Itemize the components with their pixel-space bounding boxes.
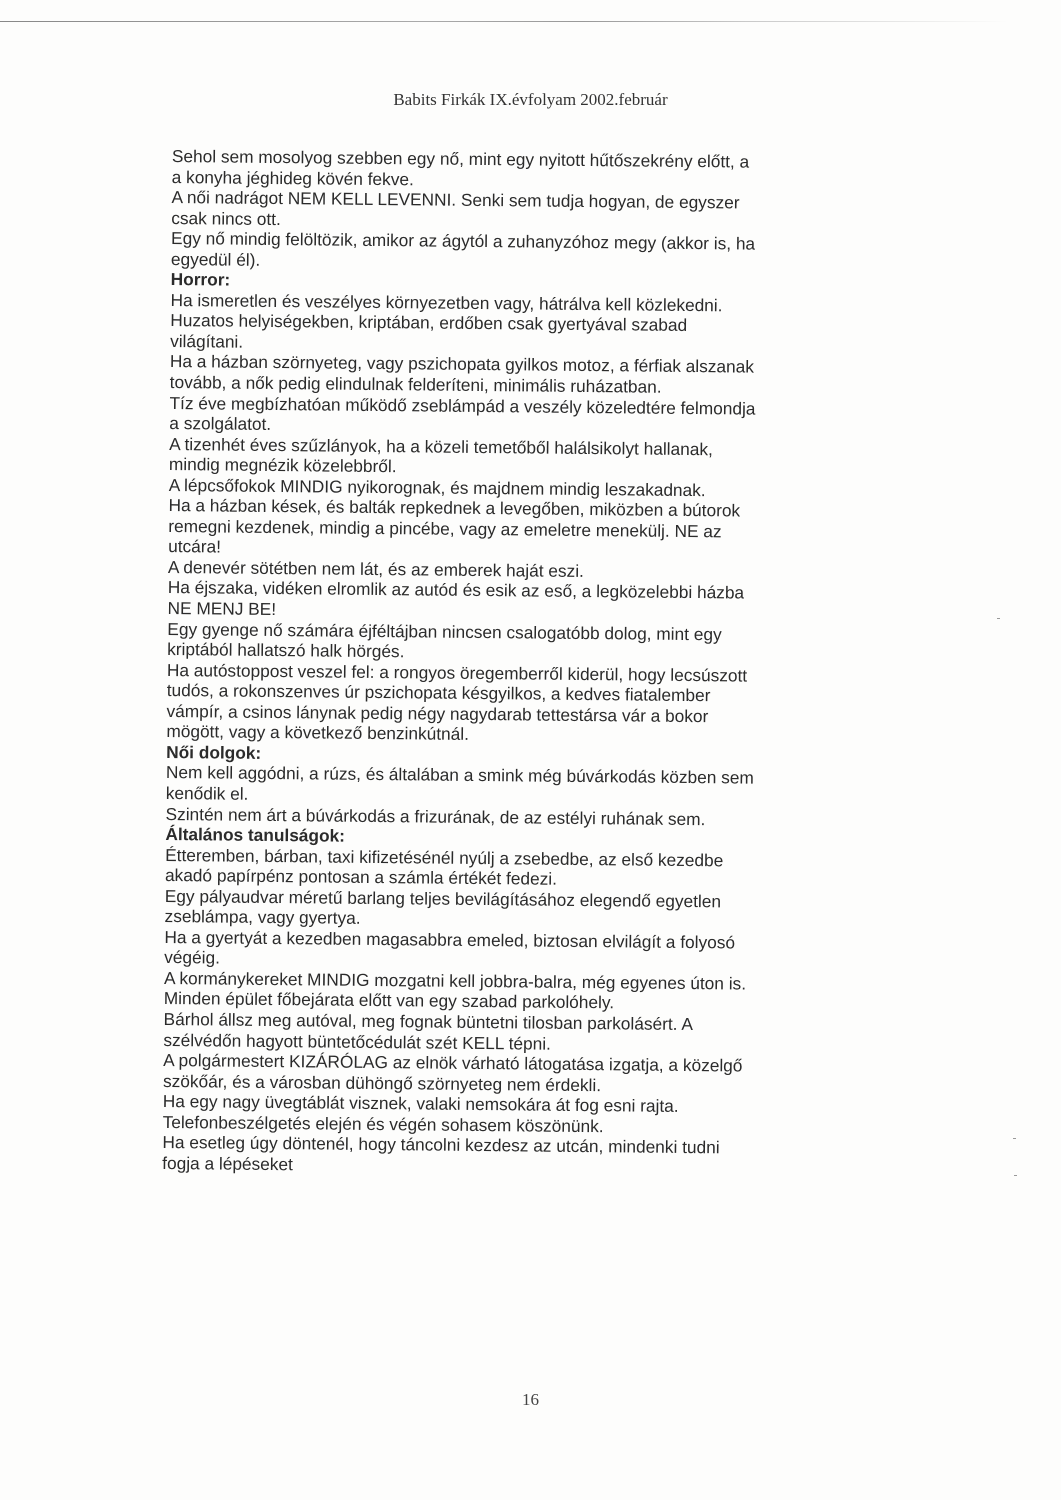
text-line: szélvédőn hagyott büntetőcédulát szét KELL tépni. [163, 1029, 552, 1054]
text-line: remegni kezdenek, mindig a pincébe, vagy az emeletre menekülj. NE az [168, 515, 722, 542]
text-line: szökőár, és a városban dühöngő szörnyeteg nem érdekli. [162, 1070, 602, 1095]
scan-speck [997, 618, 1000, 619]
text-line: A kormánykereket MINDIG mozgatni kell jobbra-balra, még egyenes úton is. [163, 967, 747, 994]
section-heading: Általános tanulságok: [165, 824, 346, 846]
text-line: Minden épület főbejárata előtt van egy szabad parkolóhely. [163, 988, 615, 1013]
text-line: zseblámpa, vagy gyertya. [164, 906, 361, 929]
text-line: Huzatos helyiségekben, kriptában, erdőben csak gyertyával szabad [170, 310, 688, 336]
text-line: tovább, a nők pedig elindulnak felderíteni, minimális ruházatban. [169, 372, 662, 397]
page-header: Babits Firkák IX.évfolyam 2002.február [393, 90, 668, 109]
text-line: NE MENJ BE! [167, 598, 277, 620]
text-line: világítani. [170, 330, 244, 352]
text-line: a konyha jéghideg kövén fekve. [171, 166, 414, 189]
text-line: csak nincs ott. [171, 207, 281, 229]
scan-speck [1014, 1175, 1017, 1176]
text-line: Ha autóstoppost veszel fel: a rongyos öregemberről kiderül, hogy lecsúszott [166, 659, 748, 686]
section-heading: Női dolgok: [166, 741, 262, 763]
page-number: 16 [522, 1390, 539, 1409]
text-line: A női nadrágot NEM KELL LEVENNI. Senki sem tudja hogyan, de egyszer [171, 187, 740, 213]
text-line: Ha esetleg úgy döntenél, hogy táncolni kezdesz az utcán, mindenki tudni [162, 1132, 720, 1158]
text-line: Ha a házban szörnyeteg, vagy pszichopata gyilkos motoz, a férfiak alszanak [169, 351, 755, 378]
text-line: Egy gyenge nő számára éjféltájban nincsen csalogatóbb dolog, mint egy [167, 618, 722, 644]
text-line: végéig. [164, 947, 221, 968]
text-line: Szintén nem árt a búvárkodás a frizurának, de az estélyi ruhának sem. [165, 803, 706, 829]
text-line: Ha a házban kések, és balták repkednek a levegőben, miközben a bútorok [168, 495, 741, 521]
text-line: Egy nő mindig felöltözik, amikor az ágytól a zuhanyzóhoz megy (akkor is, ha [171, 228, 756, 254]
section-heading: Horror: [170, 269, 231, 290]
text-line: Ha a gyertyát a kezedben magasabbra emeled, biztosan elvilágít a folyosó [164, 926, 736, 953]
text-line: Nem kell aggódni, a rúzs, és általában a smink még búvárkodás közben sem [165, 762, 754, 789]
text-line: mindig megnézik közelebbről. [168, 454, 397, 477]
text-line: a szolgálatot. [169, 413, 272, 435]
text-line: A tizenhét éves szűzlányok, ha a közeli temetőből halálsikolyt hallanak, [169, 433, 713, 459]
text-line: Ha éjszaka, vidéken elromlik az autód és esik az eső, a legközelebbi házba [167, 577, 745, 603]
text-line: Tíz éve megbízhatóan működő zseblámpád a veszély közeledtére felmondja [169, 392, 756, 419]
text-line: fogja a lépéseket [162, 1152, 294, 1175]
text-line: egyedül él). [170, 248, 261, 270]
text-line: Ha egy nagy üvegtáblát visznek, valaki nemsokára át fog esni rajta. [162, 1091, 679, 1117]
scan-edge-line [0, 21, 1061, 22]
text-line: Telefonbeszélgetés elején és végén sohasem köszönünk. [162, 1111, 604, 1136]
text-line: tudós, a rokonszenves úr pszichopata késgyilkos, a kedves fiatalember [166, 680, 711, 706]
text-line: Bárhol állsz meg autóval, meg fognak büntetni tilosban parkolásért. A [163, 1008, 694, 1035]
article-body [162, 146, 887, 1180]
text-line: Étteremben, bárban, taxi kifizetésénél nyúlj a zsebedbe, az első kezedbe [165, 844, 724, 870]
text-line: A polgármestert KIZÁRÓLAG az elnök várható látogatása izgatja, a közelgő [163, 1050, 743, 1076]
text-line: vámpír, a csinos lánynak pedig négy nagydarab tettestársa vár a bokor [166, 700, 709, 726]
text-line: A denevér sötétben nem lát, és az emberek haját eszi. [167, 556, 584, 581]
text-line: utcára! [168, 536, 222, 557]
text-line: Ha ismeretlen és veszélyes környezetben vagy, hátrálva kell közlekedni. [170, 289, 723, 316]
text-line: akadó papírpénz pontosan a számla értékét fedezi. [164, 865, 558, 889]
text-line: Egy pályaudvar méretű barlang teljes bevilágításához elegendő egyetlen [164, 885, 722, 911]
text-line: A lépcsőfokok MINDIG nyikorognak, és majdnem mindig leszakadnak. [168, 474, 706, 500]
text-line: kenődik el. [165, 782, 249, 804]
text-line: mögött, vagy a következő benzinkútnál. [166, 721, 470, 745]
text-line: kriptából hallatszó halk hörgés. [167, 639, 405, 662]
scan-speck [1013, 1138, 1016, 1139]
text-line: Sehol sem mosolyog szebben egy nő, mint egy nyitott hűtőszekrény előtt, a [171, 146, 750, 172]
